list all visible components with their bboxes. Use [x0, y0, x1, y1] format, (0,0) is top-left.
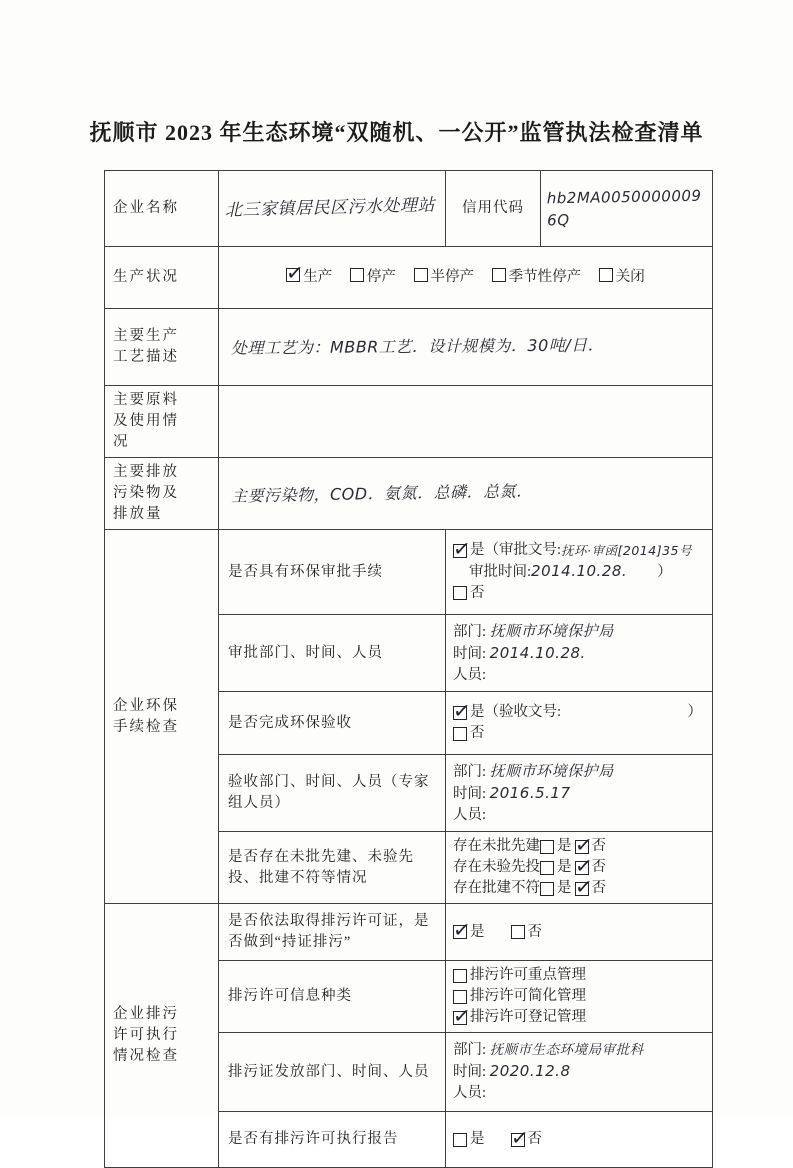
permit-type-option-1: 排污许可重点管理	[453, 965, 706, 986]
materials-label-cell	[105, 386, 219, 458]
company-name-value-cell	[219, 171, 446, 247]
approval-close-paren: ）	[657, 563, 672, 580]
permit-report-question: 是否有排污许可执行报告	[219, 1112, 446, 1168]
permit-issue-question: 排污证发放部门、时间、人员	[219, 1033, 446, 1112]
env-section-label-cell	[105, 530, 219, 904]
permit-report-answer-cell: 是 ✓ 否	[446, 1112, 713, 1168]
acceptance-answer-cell	[446, 692, 713, 755]
checkbox-producing	[286, 268, 300, 282]
permit-issue-answer-cell: 部门: 抚顺市生态环境局审批科 时间: 2020.12.8 人员:	[446, 1033, 713, 1112]
option-producing: ✓ 生产	[286, 269, 332, 285]
approval-dept-handwritten: 抚顺市环境保护局	[489, 621, 614, 640]
checkbox-closed	[599, 268, 613, 282]
production-status-label: 生产状况	[113, 268, 179, 285]
checkbox-report-yes	[453, 1133, 467, 1147]
checkbox-permit-key	[453, 969, 467, 983]
row-process	[105, 309, 713, 386]
checkbox-approval-yes	[453, 544, 467, 558]
materials-value-cell	[219, 386, 713, 458]
permit-type-option-3: ✓ 排污许可登记管理	[453, 1007, 706, 1028]
violation-item-3: 存在批建不符 是 ✓ 否	[453, 878, 706, 899]
credit-code-label-cell	[446, 171, 541, 247]
checkbox-partial-shutdown	[414, 268, 428, 282]
permit-type-answer-cell	[446, 961, 713, 1033]
checkbox-violation3-yes	[540, 882, 554, 896]
permit-type-question: 排污许可信息种类	[219, 961, 446, 1033]
process-value-cell	[219, 309, 713, 386]
form-title: 抚顺市 2023 年生态环境“双随机、一公开”监管执法检查清单	[89, 120, 704, 145]
license-question: 是否依法取得排污许可证，是否做到“持证排污”	[219, 904, 446, 961]
production-status-label-cell	[105, 247, 219, 309]
row-pollutants	[105, 458, 713, 530]
violation-answer-cell	[446, 832, 713, 904]
row-license	[105, 904, 713, 961]
credit-code-label: 信用代码	[462, 199, 524, 216]
permit-issue-dept-handwritten: 抚顺市生态环境局审批科	[489, 1042, 644, 1059]
checkbox-license-no	[511, 925, 525, 939]
credit-code-value-cell	[541, 171, 713, 247]
inspection-form-table	[104, 170, 713, 1168]
approval-yes-line: ✓ 是 （审批文号: 抚环·审函[2014]35号	[453, 540, 706, 561]
option-partial-shutdown: 半停产	[414, 269, 475, 285]
approval-dept-time-handwritten: 2014.10.28.	[489, 643, 586, 662]
company-name-label-cell	[105, 171, 219, 247]
production-status-options-cell	[219, 247, 713, 309]
approval-question: 是否具有环保审批手续	[219, 530, 446, 615]
process-label: 主要生产工艺描述	[113, 327, 179, 365]
violation-question: 是否存在未批先建、未验先投、批建不符等情况	[219, 832, 446, 904]
approval-dept-question: 审批部门、时间、人员	[219, 615, 446, 692]
license-answer-cell: ✓ 是 否	[446, 904, 713, 961]
checkbox-license-yes	[453, 925, 467, 939]
row-approval	[105, 530, 713, 615]
checkbox-permit-registration	[453, 1011, 467, 1025]
checkbox-report-no	[511, 1133, 525, 1147]
process-handwritten: 处理工艺为：MBBR工艺．设计规模为．30吨/日．	[230, 335, 605, 358]
acceptance-question: 是否完成环保验收	[219, 692, 446, 755]
acceptance-yes-line: ✓ 是 （验收文号: ）	[453, 702, 706, 723]
option-closed: 关闭	[599, 269, 645, 285]
checkbox-acceptance-no	[453, 727, 467, 741]
approval-doc-no-handwritten: 抚环·审函[2014]35号	[561, 542, 692, 558]
checkbox-approval-no	[453, 586, 467, 600]
permit-issue-time-handwritten: 2020.12.8	[489, 1062, 571, 1081]
pollutants-handwritten: 主要污染物，COD．氨氮．总磷．总氮．	[230, 480, 533, 506]
pollutants-label: 主要排放污染物及排放量	[113, 464, 179, 523]
approval-time-line: 审批时间: 2014.10.28. ）	[469, 561, 706, 583]
process-label-cell	[105, 309, 219, 386]
permit-type-option-2: 排污许可简化管理	[453, 986, 706, 1007]
row-materials	[105, 386, 713, 458]
company-name-handwritten: 北三家镇居民区污水处理站	[224, 195, 436, 221]
approval-no-line: 否	[453, 583, 706, 604]
checkbox-acceptance-yes	[453, 706, 467, 720]
row-company-info	[105, 171, 713, 247]
acceptance-dept-question: 验收部门、时间、人员（专家组人员）	[219, 755, 446, 832]
checkbox-seasonal-shutdown	[492, 268, 506, 282]
acceptance-dept-answer-cell: 部门: 抚顺市环境保护局 时间: 2016.5.17 人员:	[446, 755, 713, 832]
checkbox-shutdown	[350, 268, 364, 282]
acceptance-dept-handwritten: 抚顺市环境保护局	[489, 761, 614, 780]
checkbox-violation2-yes	[540, 861, 554, 875]
materials-label: 主要原料及使用情况	[113, 392, 179, 451]
permit-section-label-cell	[105, 904, 219, 1168]
approval-answer-cell	[446, 530, 713, 615]
env-section-label: 企业环保手续检查	[113, 697, 179, 735]
approval-time-handwritten: 2014.10.28.	[531, 562, 628, 581]
checkbox-violation3-no	[575, 882, 589, 896]
acceptance-close-paren: ）	[687, 704, 702, 721]
checkbox-violation1-yes	[540, 840, 554, 854]
credit-code-handwritten: hb2MA00500000096Q	[546, 186, 702, 229]
violation-item-1: 存在未批先建 是 ✓ 否	[453, 836, 706, 857]
approval-dept-answer-cell: 部门: 抚顺市环境保护局 时间: 2014.10.28. 人员:	[446, 615, 713, 692]
acceptance-no-line: 否	[453, 723, 706, 744]
pollutants-label-cell	[105, 458, 219, 530]
option-shutdown: 停产	[350, 269, 396, 285]
company-name-label: 企业名称	[113, 199, 179, 216]
pollutants-value-cell	[219, 458, 713, 530]
permit-section-label: 企业排污许可执行情况检查	[113, 1006, 179, 1065]
option-seasonal-shutdown: 季节性停产	[492, 269, 582, 285]
acceptance-dept-time-handwritten: 2016.5.17	[489, 783, 571, 802]
violation-item-2: 存在未验先投 是 ✓ 否	[453, 857, 706, 878]
row-production-status	[105, 247, 713, 309]
